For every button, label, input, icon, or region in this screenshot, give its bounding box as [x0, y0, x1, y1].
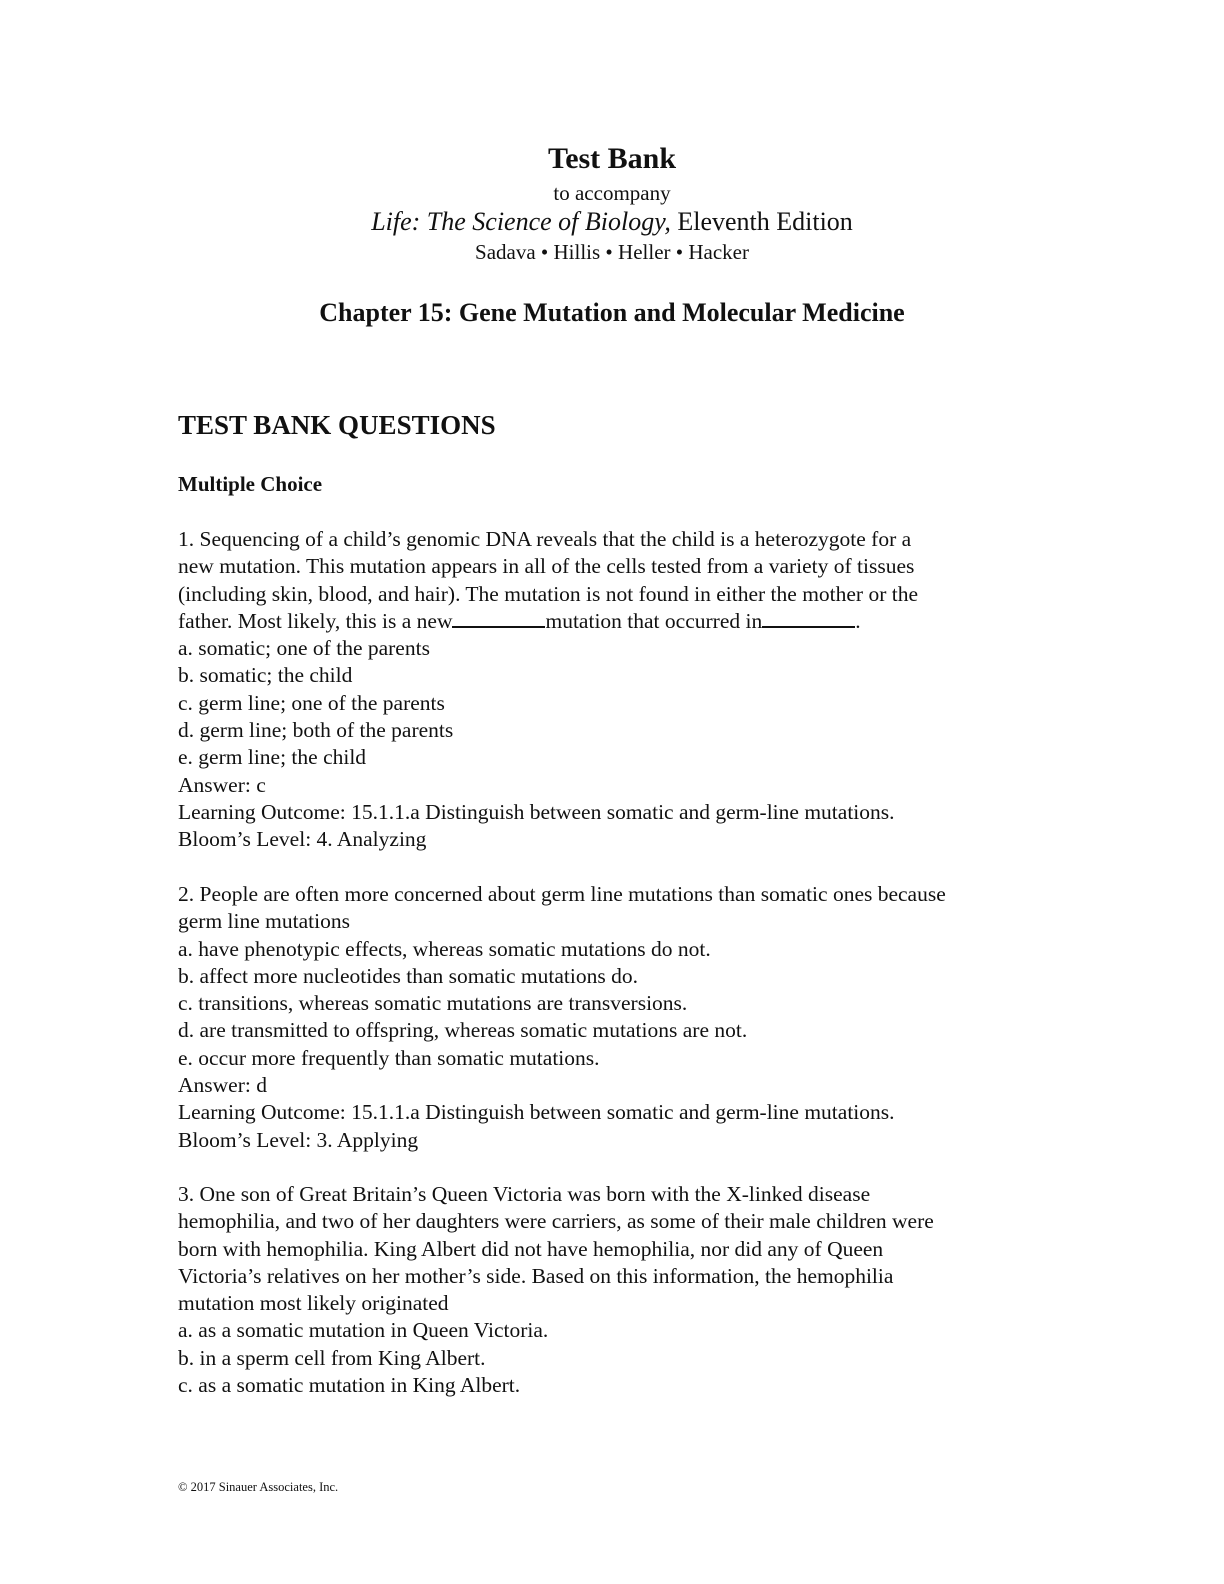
- answer-option: c. germ line; one of the parents: [178, 690, 445, 715]
- answer-option: d. are transmitted to offspring, whereas somatic mutations are not.: [178, 1018, 748, 1043]
- question-stem-line: new mutation. This mutation appears in all of the cells tested from a variety of tissues: [178, 554, 915, 579]
- stem-part: .: [855, 608, 861, 633]
- book-title: Life: The Science of Biology,: [371, 207, 671, 236]
- to-accompany-text: to accompany: [553, 181, 671, 205]
- answer-option: b. in a sperm cell from King Albert.: [178, 1345, 486, 1370]
- answer-option: c. as a somatic mutation in King Albert.: [178, 1373, 521, 1398]
- fill-in-blank: [452, 610, 545, 628]
- question-stem-line: 1. Sequencing of a child’s genomic DNA reveals that the child is a heterozygote for a: [178, 527, 912, 551]
- answer-option: e. occur more frequently than somatic mutations.: [178, 1045, 600, 1070]
- chapter-heading: Chapter 15: Gene Mutation and Molecular Medicine: [319, 298, 905, 327]
- learning-outcome: Learning Outcome: 15.1.1.a Distinguish between somatic and germ-line mutations.: [178, 799, 895, 824]
- answer-option: e. germ line; the child: [178, 745, 367, 770]
- answer-key: Answer: d: [178, 1073, 267, 1098]
- question-3: [178, 1181, 1058, 1399]
- question-stem-line: born with hemophilia. King Albert did not have hemophilia, nor did any of Queen: [178, 1236, 884, 1261]
- answer-option: a. somatic; one of the parents: [178, 636, 430, 661]
- fill-in-blank: [762, 610, 855, 628]
- question-stem-line: Victoria’s relatives on her mother’s side. Based on this information, the hemophilia: [178, 1263, 894, 1288]
- learning-outcome: Learning Outcome: 15.1.1.a Distinguish between somatic and germ-line mutations.: [178, 1100, 895, 1125]
- question-stem-line: (including skin, blood, and hair). The mutation is not found in either the mother or the: [178, 581, 919, 606]
- answer-option: a. have phenotypic effects, whereas somatic mutations do not.: [178, 936, 711, 961]
- answer-option: b. somatic; the child: [178, 663, 353, 688]
- answer-option: d. germ line; both of the parents: [178, 718, 454, 743]
- answer-key: Answer: c: [178, 772, 266, 797]
- answer-option: a. as a somatic mutation in Queen Victoria.: [178, 1318, 549, 1343]
- answer-option: b. affect more nucleotides than somatic mutations do.: [178, 963, 638, 988]
- stem-part: mutation that occurred in: [545, 608, 763, 633]
- question-1: [178, 526, 1058, 854]
- question-stem-line: hemophilia, and two of her daughters were carriers, as some of their male children were: [178, 1209, 934, 1234]
- copyright-footer: © 2017 Sinauer Associates, Inc.: [178, 1480, 339, 1494]
- book-title-line: [0, 207, 1224, 237]
- question-stem-last-line: [178, 608, 1058, 635]
- authors-line: Sadava • Hillis • Heller • Hacker: [475, 240, 749, 264]
- answer-option: c. transitions, whereas somatic mutations are transversions.: [178, 991, 688, 1016]
- blooms-level: Bloom’s Level: 4. Analyzing: [178, 827, 427, 852]
- stem-part: father. Most likely, this is a new: [178, 608, 453, 633]
- blooms-level: Bloom’s Level: 3. Applying: [178, 1127, 419, 1152]
- subsection-heading: Multiple Choice: [178, 472, 323, 496]
- document-title: Test Bank: [547, 142, 677, 175]
- section-heading: TEST BANK QUESTIONS: [178, 410, 496, 440]
- question-2: [178, 881, 1058, 1154]
- question-stem-line: 3. One son of Great Britain’s Queen Victoria was born with the X-linked disease: [178, 1182, 871, 1206]
- book-edition: Eleventh Edition: [670, 207, 853, 236]
- question-stem-line: 2. People are often more concerned about germ line mutations than somatic ones because: [178, 882, 946, 906]
- question-stem-line: germ line mutations: [178, 909, 350, 934]
- question-stem-line: mutation most likely originated: [178, 1291, 449, 1316]
